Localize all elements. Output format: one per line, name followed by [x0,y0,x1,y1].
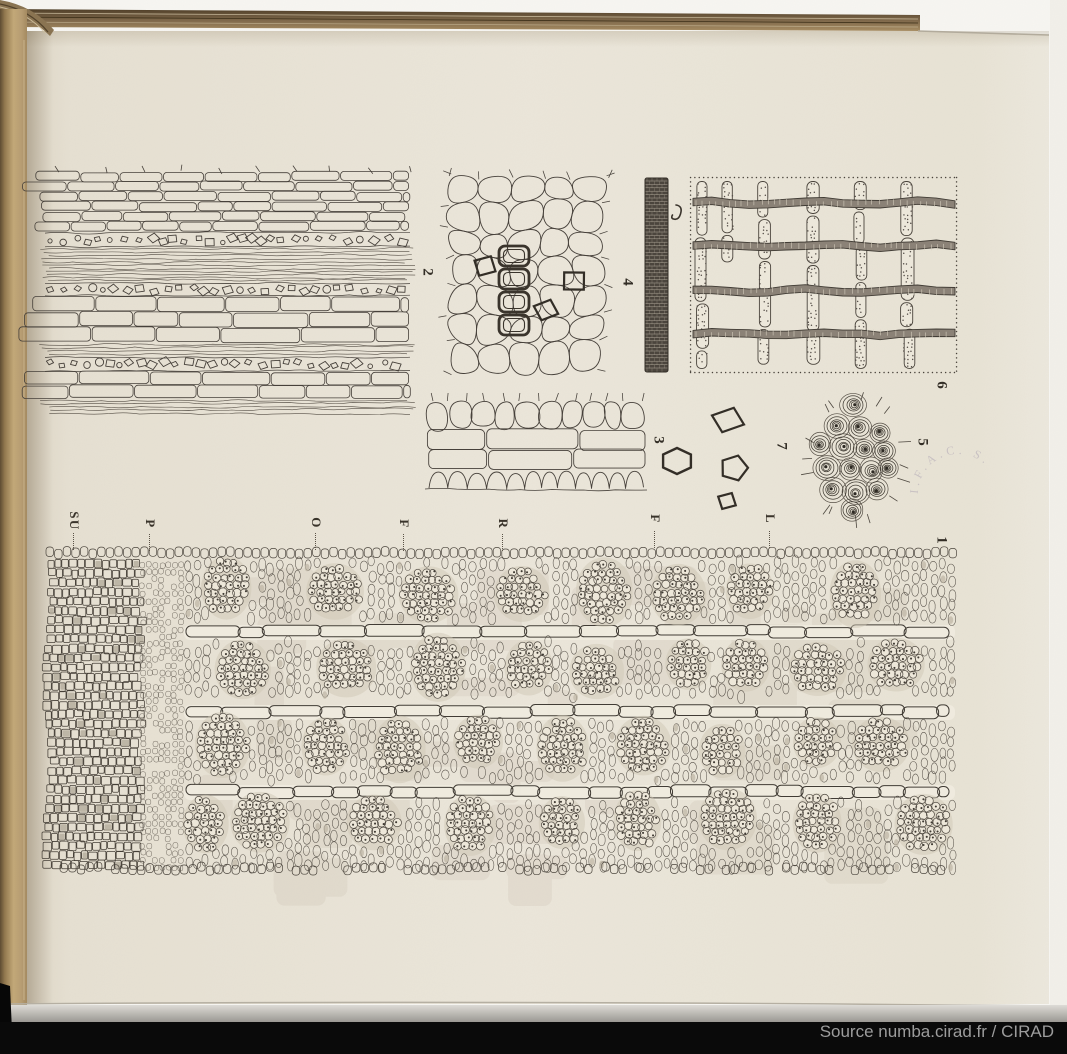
tissue-label-o: O [309,517,324,529]
leader-line [73,533,74,550]
library-stamp-text: I.F.A.C. S. [906,442,995,495]
leader-line [315,533,316,550]
leader-line [769,531,770,548]
figure-number-5: 5 [914,438,931,446]
tissue-label-p: P [143,519,158,529]
tissue-label-su: SU [67,511,82,531]
tissue-label-f2: F [648,514,663,524]
figure-number-6: 6 [933,381,950,389]
source-credit-text: Source numba.cirad.fr / CIRAD [819,1022,1054,1041]
leader-line [149,534,150,551]
leader-line [403,534,404,551]
figure-number-1: 1 [933,536,950,544]
leader-line [502,534,503,551]
figure-number-7: 7 [773,442,790,450]
figure-number-2: 2 [419,268,436,276]
figure-number-4: 4 [619,278,636,286]
tissue-label-l: L [763,513,778,525]
source-credit-bar [0,1022,1067,1054]
tissue-label-f1: F [397,519,412,529]
leader-line [654,531,655,548]
figure-number-3: 3 [650,436,667,444]
tissue-label-r: R [496,518,511,530]
